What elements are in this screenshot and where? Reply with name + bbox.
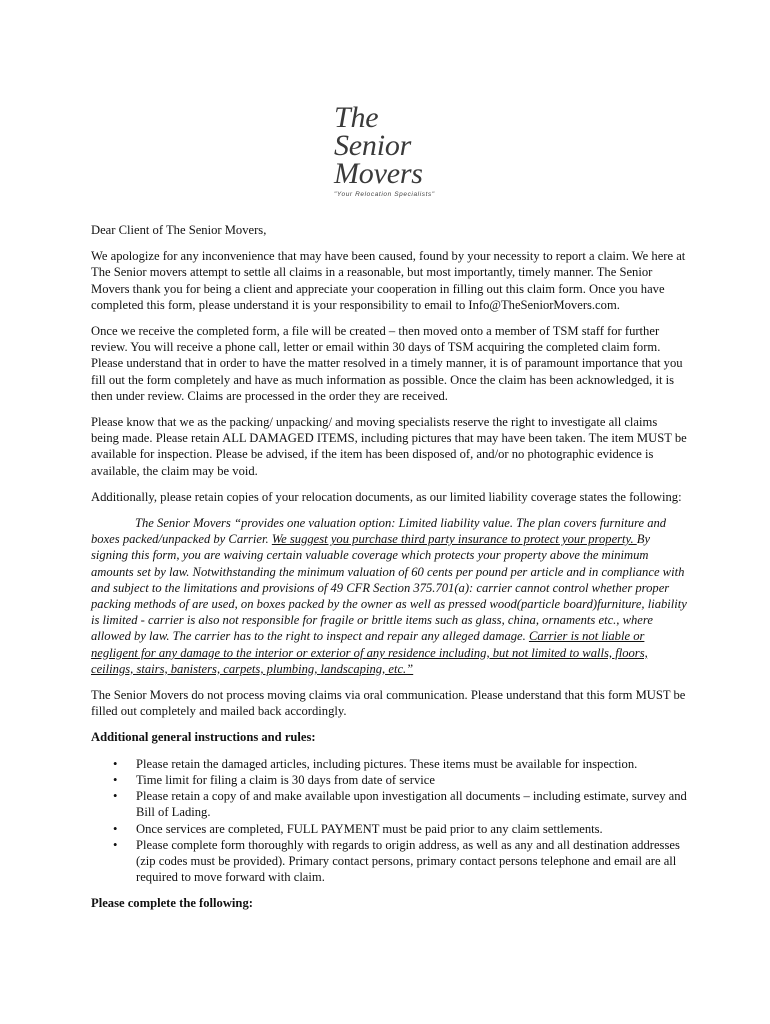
salutation: Dear Client of The Senior Movers, — [91, 223, 267, 237]
list-item: • Please complete form thoroughly with regards to origin address, as well as any and all destination addresses (zip codes must be provided). Primary contact persons, primary contact persons telephone and email are all required to move forward with claim. — [91, 837, 687, 886]
complete-heading: Please complete the following: — [91, 896, 253, 911]
paragraph-investigation: Please know that we as the packing/ unpacking/ and moving specialists reserve the right to investigate all claims being made. Please retain ALL DAMAGED ITEMS, including pictures that may have been taken. The item MUST be available for inspection. Please be advised, if the item has been disposed of, and/or no photographic evidence is available, the claim may be void. — [91, 415, 687, 478]
quote-part-3: By signing this form, you are waiving certain valuable coverage which protects your property above the minimum amounts set by law. Notwithstanding the minimum valuation of 60 cents per pound per article and in compliance with and subject to the limitations and provisions of 49 CFR Section 375.701(a): carrier cannot control whether proper packing methods of are used, on boxes packed by the owner as well as pressed wood(particle board)furniture, liability is limited - carrier is also not responsible for fragile or brittle items such as glass, china, ornaments etc., where allowed by law. The carrier has to the right to inspect and repair any alleged damage. — [91, 532, 687, 644]
letter-body — [91, 222, 687, 922]
quote-part-1: The Senior Movers “provides one valuation option: Limited liability value. The plan covers furniture and boxes packed/unpacked by Carrier. — [91, 516, 667, 547]
quote-insurance-suggestion: We suggest you purchase third party insurance to protect your property. — [271, 532, 637, 547]
liability-quote — [91, 515, 687, 677]
paragraph-process: Once we receive the completed form, a file will be created – then moved onto a member of TSM staff for further review. You will receive a phone call, letter or email within 30 days of TSM acquiring the completed claim form. Please understand that in order to have the matter resolved in a timely manner, it is of paramount importance that you fill out the form completely and have as much information as possible. Once the claim has been acknowledged, it is then under review. Claims are processed in the order they are received. — [91, 324, 683, 403]
logo-line-the: The — [334, 101, 379, 134]
paragraph-no-oral-claims: The Senior Movers do not process moving claims via oral communication. Please understand that this form MUST be filled out completely and mailed back accordingly. — [91, 688, 686, 719]
list-item: • Time limit for filing a claim is 30 days from date of service — [91, 772, 687, 788]
logo-line-movers: Movers — [334, 157, 423, 190]
paragraph-retain-documents: Additionally, please retain copies of your relocation documents, as our limited liability coverage states the following: — [91, 489, 682, 504]
instructions-heading: Additional general instructions and rules: — [91, 730, 316, 745]
paragraph-apology: We apologize for any inconvenience that may have been caused, found by your necessity to report a claim. We here at The Senior movers attempt to settle all claims in a reasonable, but most importantly, timely manner. The Senior Movers thank you for being a client and appreciate your cooperation in filling out this claim form. Once you have completed this form, please understand it is your responsibility to email to Info@TheSeniorMovers.com. — [91, 249, 686, 312]
list-item: • Once services are completed, FULL PAYMENT must be paid prior to any claim settlements. — [91, 821, 687, 837]
list-item: • Please retain the damaged articles, including pictures. These items must be available for inspection. — [91, 756, 687, 772]
logo-tagline: "Your Relocation Specialists" — [334, 191, 435, 198]
quote-not-liable: Carrier is not liable or negligent for any damage to the interior or exterior of any residence including, but not limited to walls, floors, ceilings, stairs, banisters, carpets, plumbing, landscaping, etc.” — [91, 629, 648, 676]
list-item: • Please retain a copy of and make available upon investigation all documents – including estimate, survey and Bill of Lading. — [91, 788, 687, 820]
company-logo — [334, 101, 444, 204]
instructions-list — [91, 756, 687, 886]
logo-line-senior: Senior — [334, 129, 412, 162]
